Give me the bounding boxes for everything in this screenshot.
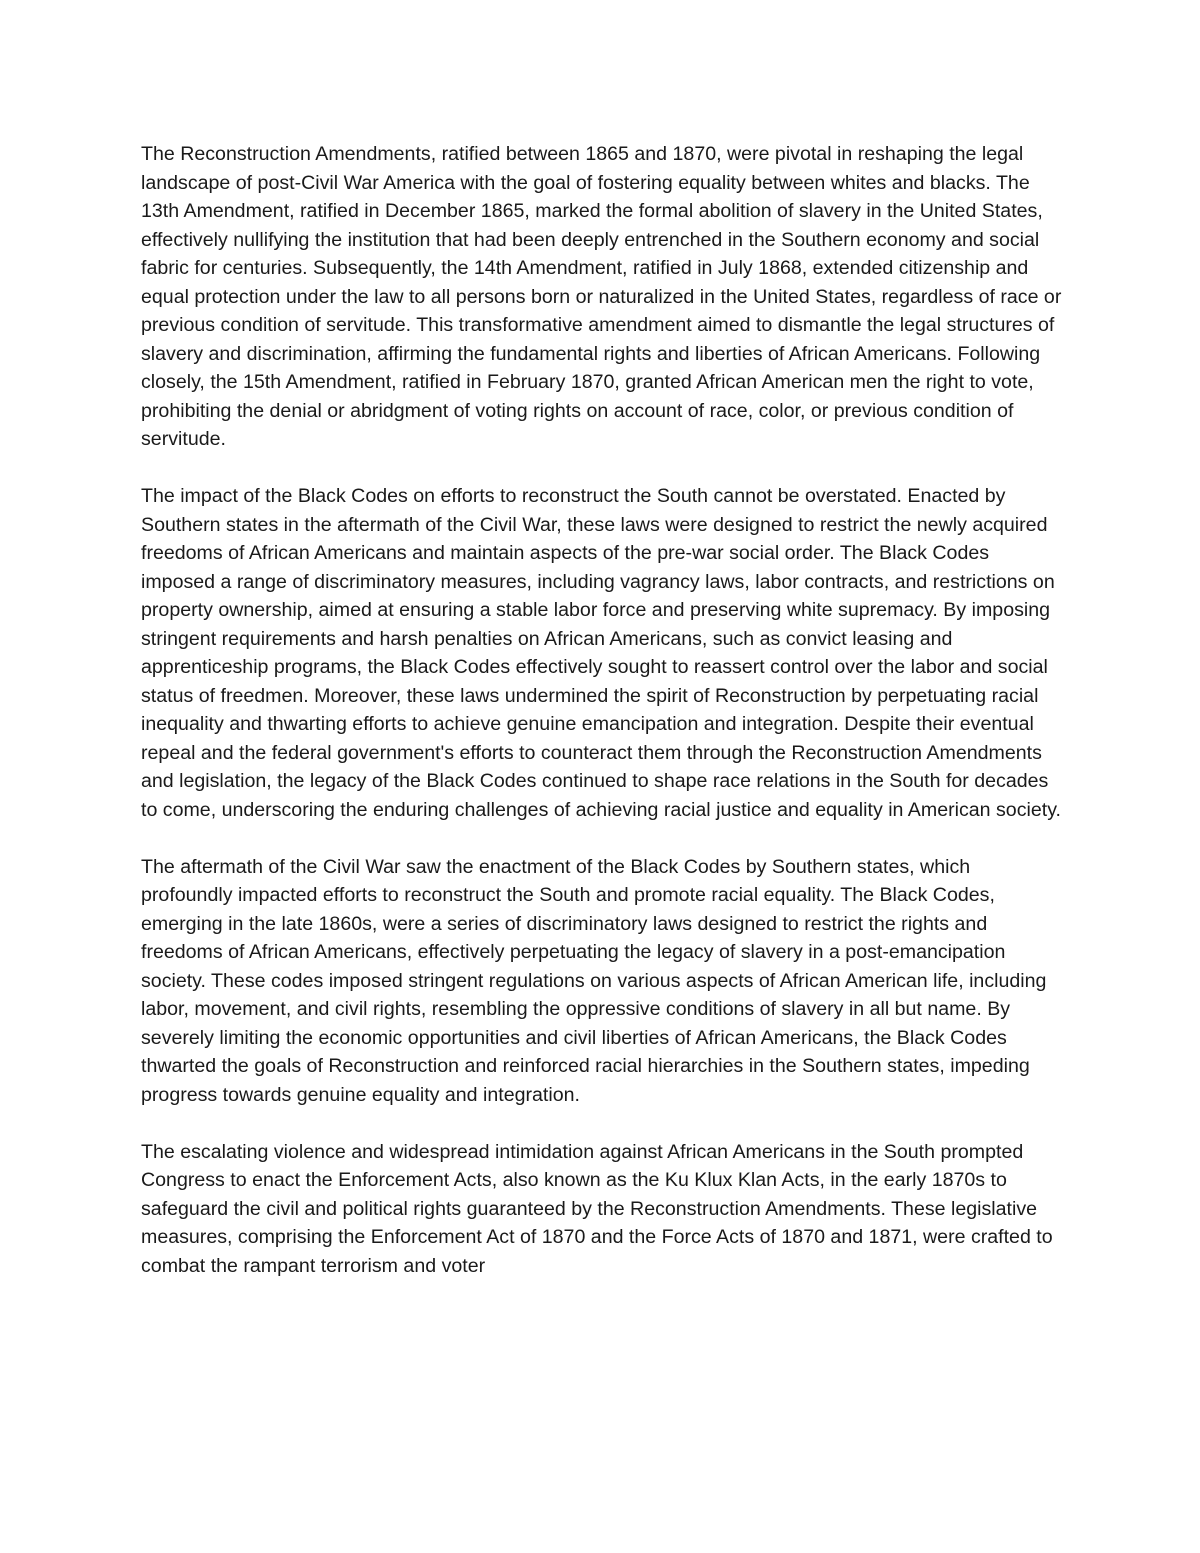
- document-body: [141, 140, 1063, 1280]
- paragraph-enforcement-acts: The escalating violence and widespread intimidation against African Americans in the South prompted Congress to enact the Enforcement Acts, also known as the Ku Klux Klan Acts, in the early 1870s to safeguard the civil and political rights guaranteed by the Reconstruction Amendments. These legislative measures, comprising the Enforcement Act of 1870 and the Force Acts of 1870 and 1871, were crafted to combat the rampant terrorism and voter: [141, 1140, 1053, 1277]
- paragraph-civil-war-aftermath: The aftermath of the Civil War saw the enactment of the Black Codes by Southern states, which profoundly impacted efforts to reconstruct the South and promote racial equality. The Black Codes, emerging in the late 1860s, were a series of discriminatory laws designed to restrict the rights and freedoms of African Americans, effectively perpetuating the legacy of slavery in a post-emancipation society. These codes imposed stringent regulations on various aspects of African American life, including labor, movement, and civil rights, resembling the oppressive conditions of slavery in all but name. By severely limiting the economic opportunities and civil liberties of African Americans, the Black Codes thwarted the goals of Reconstruction and reinforced racial hierarchies in the Southern states, impeding progress towards genuine equality and integration.: [141, 855, 1047, 1106]
- paragraph-reconstruction-amendments: The Reconstruction Amendments, ratified between 1865 and 1870, were pivotal in reshaping the legal landscape of post-Civil War America with the goal of fostering equality between whites and blacks. The 13th Amendment, ratified in December 1865, marked the formal abolition of slavery in the United States, effectively nullifying the institution that had been deeply entrenched in the Southern economy and social fabric for centuries. Subsequently, the 14th Amendment, ratified in July 1868, extended citizenship and equal protection under the law to all persons born or naturalized in the United States, regardless of race or previous condition of servitude. This transformative amendment aimed to dismantle the legal structures of slavery and discrimination, affirming the fundamental rights and liberties of African Americans. Following closely, the 15th Amendment, ratified in February 1870, granted African American men the right to vote, prohibiting the denial or abridgment of voting rights on account of race, color, or previous condition of servitude.: [141, 143, 1062, 450]
- paragraph-black-codes-impact: The impact of the Black Codes on efforts to reconstruct the South cannot be overstated. Enacted by Southern states in the aftermath of the Civil War, these laws were designed to restrict the newly acquired freedoms of African Americans and maintain aspects of the pre-war social order. The Black Codes imposed a range of discriminatory measures, including vagrancy laws, labor contracts, and restrictions on property ownership, aimed at ensuring a stable labor force and preserving white supremacy. By imposing stringent requirements and harsh penalties on African Americans, such as convict leasing and apprenticeship programs, the Black Codes effectively sought to reassert control over the labor and social status of freedmen. Moreover, these laws undermined the spirit of Reconstruction by perpetuating racial inequality and thwarting efforts to achieve genuine emancipation and integration. Despite their eventual repeal and the federal government's efforts to counteract them through the Reconstruction Amendments and legislation, the legacy of the Black Codes continued to shape race relations in the South for decades to come, underscoring the enduring challenges of achieving racial justice and equality in American society.: [141, 485, 1061, 821]
